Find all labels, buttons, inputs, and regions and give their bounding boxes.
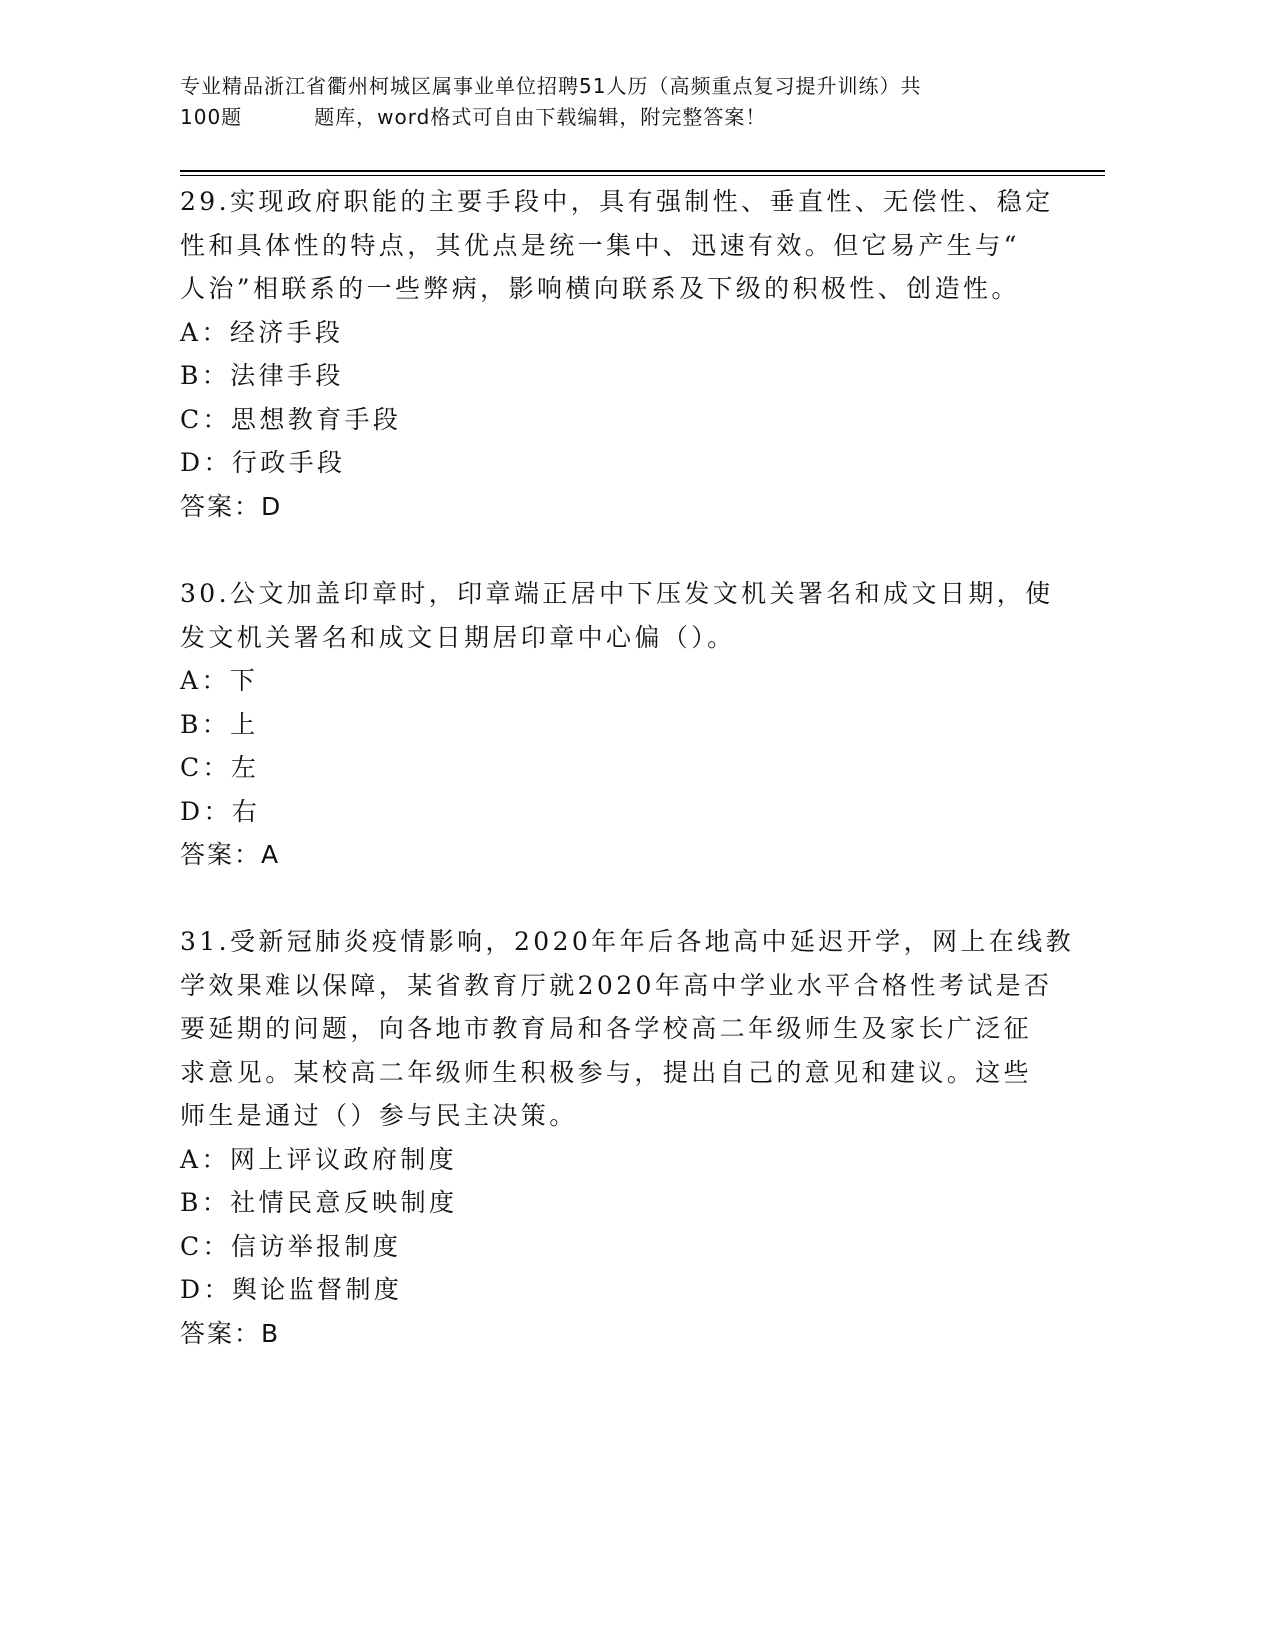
question-text: 性和具体性的特点，其优点是统一集中、迅速有效。但它易产生与“ <box>180 230 1020 260</box>
header-rule-bottom <box>180 175 1105 176</box>
option-c: C：信访举报制度 <box>180 1231 402 1261</box>
option-c: C：左 <box>180 753 260 782</box>
option-c: C：思想教育手段 <box>180 404 402 434</box>
title-line-1: 专业精品浙江省衢州柯城区属事业单位招聘51人历（高频重点复习提升训练）共 <box>180 74 922 98</box>
option-a: A：经济手段 <box>180 317 344 347</box>
option-a: A：下 <box>180 666 259 695</box>
question-text: 30.公文加盖印章时，印章端正居中下压发文机关署名和成文日期，使 <box>180 579 1054 608</box>
title-suffix: 题库，word格式可自由下载编辑，附完整答案！ <box>314 105 767 129</box>
question-text: 学效果难以保障，某省教育厅就2020年高中学业水平合格性考试是否 <box>180 970 1053 1000</box>
question-30 <box>180 572 1060 877</box>
question-text: 31.受新冠肺炎疫情影响，2020年年后各地高中延迟开学，网上在线教 <box>180 927 1074 956</box>
option-d: D：右 <box>180 796 261 826</box>
question-text: 29.实现政府职能的主要手段中，具有强制性、垂直性、无偿性、稳定 <box>180 187 1054 216</box>
option-a: A：网上评议政府制度 <box>180 1144 458 1174</box>
option-d: D：行政手段 <box>180 448 346 477</box>
header-rule-top <box>180 170 1105 172</box>
title-line-2 <box>180 102 921 133</box>
answer: 答案：B <box>180 1318 281 1348</box>
question-29 <box>180 180 1060 528</box>
question-text: 人治”相联系的一些弊病，影响横向联系及下级的积极性、创造性。 <box>180 274 1020 303</box>
question-text: 要延期的问题，向各地市教育局和各学校高二年级师生及家长广泛征 <box>180 1014 1033 1043</box>
title-count: 100题 <box>180 105 243 129</box>
answer: 答案：A <box>180 840 281 869</box>
option-b: B：上 <box>180 709 259 739</box>
question-text: 师生是通过（）参与民主决策。 <box>180 1101 578 1130</box>
question-31 <box>180 920 1074 1355</box>
option-d: D：舆论监督制度 <box>180 1275 403 1304</box>
question-text: 求意见。某校高二年级师生积极参与，提出自己的意见和建议。这些 <box>180 1057 1033 1087</box>
question-text: 发文机关署名和成文日期居印章中心偏（）。 <box>180 622 736 652</box>
document-title <box>180 71 921 133</box>
answer: 答案：D <box>180 491 283 521</box>
option-b: B：法律手段 <box>180 361 344 390</box>
option-b: B：社情民意反映制度 <box>180 1188 458 1217</box>
